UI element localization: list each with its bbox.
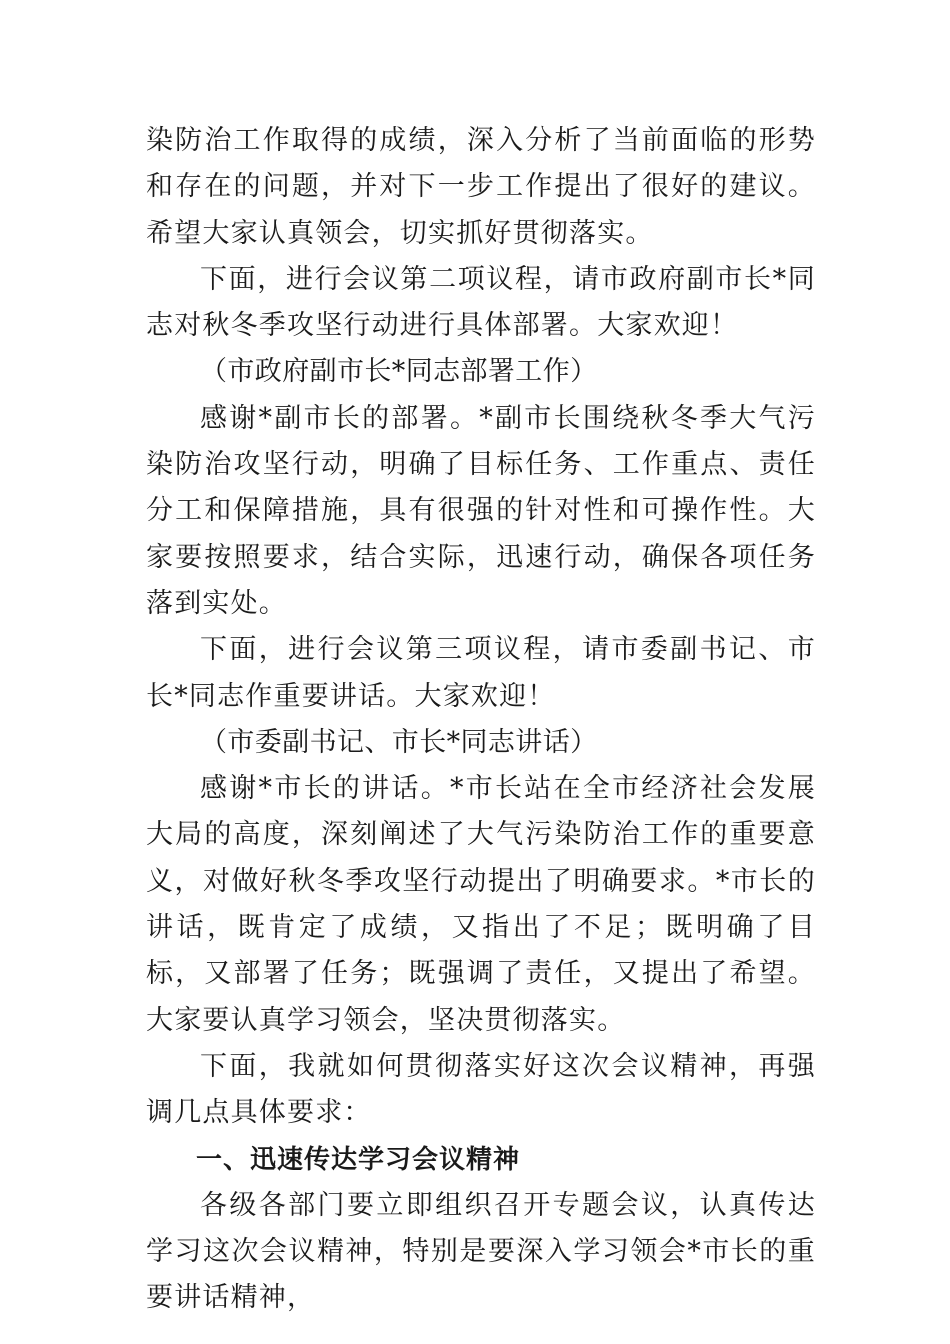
- paragraph-section-one-body: 各级各部门要立即组织召开专题会议，认真传达学习这次会议精神，特别是要深入学习领会*市长的重要讲话精神，: [146, 1189, 816, 1314]
- parenthetical-vice-mayor-deployment: （市政府副市长*同志部署工作）: [200, 356, 598, 388]
- paragraph-continuation: 染防治工作取得的成绩，深入分析了当前面临的形势和存在的问题，并对下一步工作提出了很好的建议。希望大家认真领会，切实抓好贯彻落实。: [146, 125, 816, 249]
- section-heading-one: 一、迅速传达学习会议精神: [196, 1144, 521, 1175]
- paragraph-third-agenda: 下面，进行会议第三项议程，请市委副书记、市长*同志作重要讲话。大家欢迎！: [146, 634, 816, 712]
- paragraph-thanks-vice-mayor: 感谢*副市长的部署。*副市长围绕秋冬季大气污染防治攻坚行动，明确了目标任务、工作重点、责任分工和保障措施，具有很强的针对性和可操作性。大家要按照要求，结合实际，迅速行动，确保各项任务落到实处。: [146, 402, 816, 619]
- paragraph-requirements-intro: 下面，我就如何贯彻落实好这次会议精神，再强调几点具体要求：: [146, 1050, 816, 1129]
- parenthetical-mayor-speech: （市委副书记、市长*同志讲话）: [200, 726, 598, 758]
- paragraph-second-agenda: 下面，进行会议第二项议程，请市政府副市长*同志对秋冬季攻坚行动进行具体部署。大家欢迎！: [146, 263, 816, 342]
- paragraph-thanks-mayor: 感谢*市长的讲话。*市长站在全市经济社会发展大局的高度，深刻阐述了大气污染防治工作的重要意义，对做好秋冬季攻坚行动提出了明确要求。*市长的讲话，既肯定了成绩，又指出了不足；既明确了目标，又部署了任务；既强调了责任，又提出了希望。大家要认真学习领会，坚决贯彻落实。: [146, 773, 816, 1036]
- document-body: [146, 118, 816, 1322]
